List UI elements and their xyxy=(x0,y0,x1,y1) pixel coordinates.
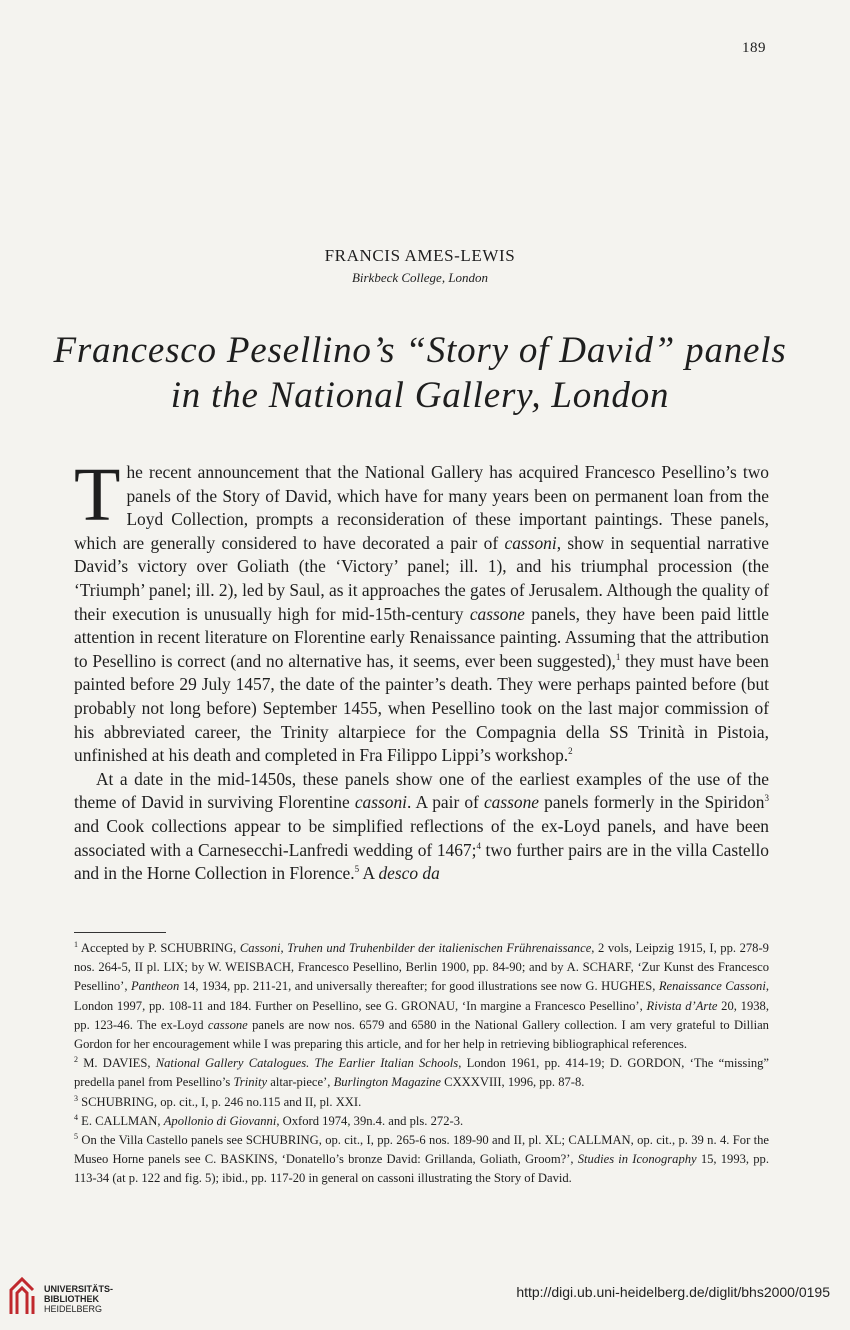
footnote-ref: 2 xyxy=(74,1055,78,1065)
footnote-5 xyxy=(74,1131,769,1189)
drop-cap: T xyxy=(74,453,121,537)
library-name-line-2: BIBLIOTHEK xyxy=(44,1294,99,1304)
text-run: and Cook collections appear to be simplified reflections of the ex-Loyd panels, and have been associated with a Carnesecchi-Lanfredi wedding of 1467; xyxy=(74,815,769,860)
italic-run: Studies in Iconography xyxy=(577,1152,697,1167)
text-run: SCHUBRING, op. cit., I, p. 246 no.115 and II, pl. XXI. xyxy=(78,1094,362,1109)
text-run: CXXXVIII, 1996, pp. 87-8. xyxy=(441,1075,585,1090)
footnote-2 xyxy=(74,1054,769,1092)
footnote-ref: 3 xyxy=(74,1093,78,1103)
library-logo-icon xyxy=(8,1276,36,1316)
footnote-ref: 1 xyxy=(615,651,621,662)
text-run: , Oxford 1974, 39n.4. and pls. 272-3. xyxy=(276,1113,464,1128)
text-run: , London 1961, pp. 414-19; D. GORDON, ‘The “missing” predella panel from Pesellino’s xyxy=(74,1056,769,1090)
library-name-line-3: HEIDELBERG xyxy=(44,1304,103,1314)
italic-run: Renaissance Cassoni xyxy=(658,979,766,994)
italic-run: cassone xyxy=(207,1017,248,1032)
page-footer xyxy=(0,1270,850,1330)
italic-run: cassoni xyxy=(354,792,408,813)
text-run: E. CALLMAN, xyxy=(78,1113,164,1128)
text-run: 14, 1934, pp. 211-21, and universally thereafter; for good illustrations see now G. HUGHES, xyxy=(179,979,659,994)
article-body xyxy=(74,453,770,886)
text-run: two further pairs are in the villa Castello and in the Horne Collection in Florence. xyxy=(74,839,769,884)
author-affiliation: Birkbeck College, London xyxy=(351,270,489,285)
text-run: On the Villa Castello panels see SCHUBRING, op. cit., I, pp. 265-6 nos. 189-90 and II, pl. XL; CALLMAN, op. cit., p. 39 n. 4. For the Museo Horne panels see C. BASKINS, ‘Donatello’s bronze David: Grillanda, Goliath, Groom?’, xyxy=(74,1133,769,1167)
italic-run: cassoni xyxy=(504,532,557,553)
text-run: panels, they have been paid little attention in recent literature on Florentine early Renaissance painting. Assuming that the attribution to Pesellino is correct (and no alternative has, it seems, ever been suggested), xyxy=(74,603,769,671)
text-run: he recent announcement that the National Gallery has acquired Francesco Pesellino’s two panels of the Story of David, which have for many years been on permanent loan from the Loyd Collection, prompts a reconsideration of these important paintings. These panels, which are generally considered to have decorated a pair of xyxy=(74,462,769,553)
body-paragraph-2 xyxy=(74,768,769,886)
italic-run: Cassoni, Truhen und Truhenbilder der italienischen Frührenaissance xyxy=(239,941,592,955)
article-title-line-1: Francesco Pesellino’s “Story of David” panels xyxy=(53,330,787,371)
italic-run: Burlington Magazine xyxy=(333,1075,442,1090)
footnote-ref: 5 xyxy=(354,864,360,875)
text-run: . A pair of xyxy=(407,792,484,813)
text-run: , London 1997, pp. 108-11 and 184. Further on Pesellino, see G. GRONAU, ‘In margine a Francesco Pesellino’, xyxy=(74,979,769,1013)
footnote-ref: 2 xyxy=(568,746,573,757)
italic-run: National Gallery Catalogues. The Earlier Italian Schools xyxy=(155,1056,459,1071)
italic-run: desco da xyxy=(378,863,440,884)
text-run: 15, 1993, pp. 113-34 (at p. 122 and fig. 5); ibid., pp. 117-20 in general on cassoni illustrating the Story of David. xyxy=(74,1152,769,1186)
text-run: A xyxy=(359,863,379,884)
text-run: , 2 vols, Leipzig 1915, I, pp. 278-9 nos. 264-5, II pl. LIX; by W. WEISBACH, Francesco Pesellino, Berlin 1900, pp. 84-90; and by A. SCHARF, ‘Zur Kunst des Francesco Pesellino’, xyxy=(74,941,769,994)
footnote-ref: 4 xyxy=(74,1112,78,1122)
footnote-ref: 3 xyxy=(764,793,769,804)
italic-run: Apollonio di Giovanni xyxy=(163,1113,277,1128)
text-run: At a date in the mid-1450s, these panels show one of the earliest examples of the use of the theme of David in surviving Florentine xyxy=(74,768,769,813)
logo-stroke-1 xyxy=(11,1279,33,1314)
footnote-divider xyxy=(74,932,166,933)
italic-run: Trinity xyxy=(233,1075,268,1090)
text-run: 20, 1938, pp. 123-46. The ex-Loyd xyxy=(74,998,769,1032)
article-title xyxy=(0,328,840,418)
library-name xyxy=(44,1284,113,1314)
text-run: Accepted by P. SCHUBRING, xyxy=(78,941,240,955)
footnote-ref: 4 xyxy=(476,840,481,851)
library-name-line-1: UNIVERSITÄTS- xyxy=(44,1284,114,1294)
footnote-4 xyxy=(74,1112,769,1131)
source-url-link[interactable]: http://digi.ub.uni-heidelberg.de/diglit/bhs2000/0195 xyxy=(516,1284,830,1300)
text-run: , show in sequential narrative David’s victory over Goliath (the ‘Victory’ panel; ill. 1), and his triumphal procession (the ‘Triumph’ panel; ill. 2), led by Saul, as it approaches the gates of Jerusalem. Although the quality of their execution is unusually high for mid-15th-century xyxy=(74,532,770,624)
page-number: 189 xyxy=(742,40,766,56)
footnotes xyxy=(74,939,769,1189)
body-paragraph-1 xyxy=(74,453,770,768)
footnote-3 xyxy=(74,1093,769,1112)
italic-run: Pantheon xyxy=(130,979,180,994)
footnote-1 xyxy=(74,939,769,1054)
footnote-ref: 1 xyxy=(74,939,78,949)
article-title-line-2: in the National Gallery, London xyxy=(170,375,670,416)
text-run: M. DAVIES, xyxy=(78,1056,156,1071)
text-run: panels formerly in the Spiridon xyxy=(539,792,765,813)
footnote-ref: 5 xyxy=(74,1131,78,1141)
text-run: panels are now nos. 6579 and 6580 in the National Gallery collection. I am very grateful to Dillian Gordon for her encouragement while I was preparing this article, and for her help in retrieving bibliographical references. xyxy=(74,1017,769,1052)
author-name: FRANCIS AMES-LEWIS xyxy=(324,246,516,265)
italic-run: cassone xyxy=(469,603,525,624)
italic-run: cassone xyxy=(483,792,540,813)
text-run: they must have been painted before 29 July 1457, the date of the painter’s death. They were perhaps painted before (but probably not long before) September 1455, when Pesellino took on the last major commission of his abbreviated career, the Trinity altarpiece for the Compagnia della SS Trinità in Pistoia, unfinished at his death and completed in Fra Filippo Lippi’s workshop. xyxy=(74,650,769,766)
logo-stroke-2 xyxy=(17,1288,27,1314)
text-run: altar-piece’, xyxy=(267,1075,334,1090)
italic-run: Rivista d’Arte xyxy=(646,998,718,1013)
